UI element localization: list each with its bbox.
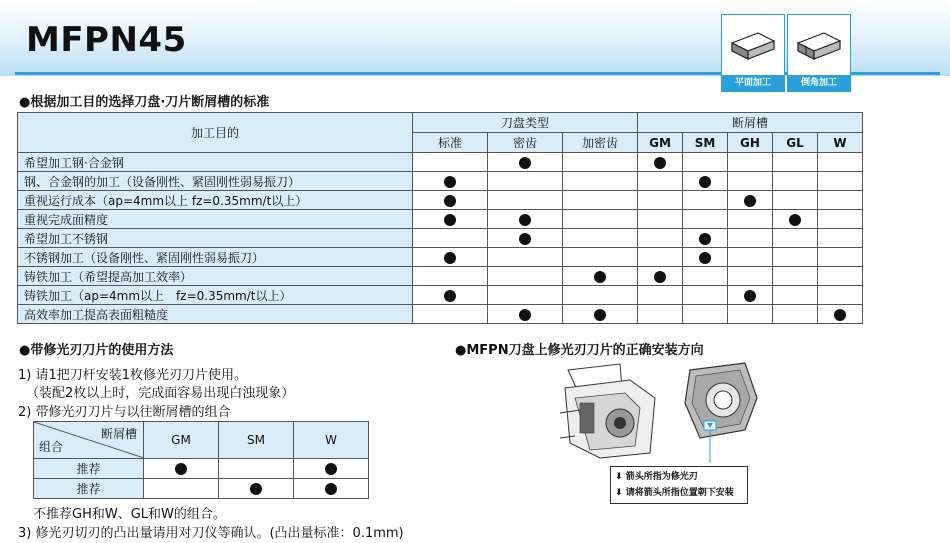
mark-cell	[683, 286, 728, 305]
mark-cell	[488, 248, 563, 267]
mark-cell	[818, 210, 863, 229]
recommended-dot-icon	[175, 463, 187, 475]
mark-cell	[773, 229, 818, 248]
mark-cell	[488, 229, 563, 248]
table-row	[18, 267, 863, 286]
recommended-dot-icon	[654, 157, 666, 169]
combo-mark-cell	[294, 479, 369, 499]
mark-cell	[728, 267, 773, 286]
mark-cell	[728, 153, 773, 172]
recommended-dot-icon	[654, 271, 666, 283]
combo-corner-bottom: 组合	[39, 440, 64, 454]
recommended-dot-icon	[519, 214, 531, 226]
mark-cell	[818, 153, 863, 172]
mark-cell	[488, 210, 563, 229]
purpose-cell: 重视运行成本（ap=4mm以上 fz=0.35mm/t以上）	[18, 191, 413, 210]
table-row	[18, 286, 863, 305]
mark-cell	[488, 286, 563, 305]
cutter-type-standard: 标准	[413, 133, 488, 153]
breaker-gl: GL	[773, 133, 818, 153]
recommended-dot-icon	[250, 483, 262, 495]
chamfer-machining-badge	[787, 14, 851, 92]
mark-cell	[563, 172, 638, 191]
mark-cell	[773, 267, 818, 286]
mark-cell	[413, 191, 488, 210]
flat-insert-icon	[728, 23, 778, 67]
mark-cell	[488, 153, 563, 172]
mark-cell	[563, 248, 638, 267]
note-row-1	[615, 469, 743, 485]
note-install-down: 请将箭头所指位置朝下安装	[625, 488, 734, 498]
recommended-dot-icon	[444, 252, 456, 264]
combo-mark-cell	[294, 459, 369, 479]
table-row	[18, 248, 863, 267]
purpose-cell: 重视完成面精度	[18, 210, 413, 229]
mark-cell	[488, 172, 563, 191]
mark-cell	[683, 210, 728, 229]
flat-machining-label: 平面加工	[722, 75, 784, 91]
arrow-down-icon: ⬇	[615, 488, 623, 498]
wiper-usage-title: ●带修光刃刀片的使用方法	[19, 343, 174, 358]
table-row	[18, 229, 863, 248]
mark-cell	[728, 210, 773, 229]
combo-col-gm: GM	[144, 422, 219, 459]
recommended-dot-icon	[699, 252, 711, 264]
mark-cell	[413, 286, 488, 305]
arrow-down-icon: ⬇	[615, 472, 623, 482]
recommended-dot-icon	[834, 309, 846, 321]
mark-cell	[683, 267, 728, 286]
combination-table	[33, 421, 369, 499]
mark-cell	[413, 229, 488, 248]
mark-cell	[563, 267, 638, 286]
mark-cell	[638, 172, 683, 191]
purpose-cell: 不锈钢加工（设备刚性、紧固刚性弱易振刀）	[18, 248, 413, 267]
recommended-dot-icon	[444, 195, 456, 207]
recommended-dot-icon	[519, 309, 531, 321]
recommended-dot-icon	[325, 463, 337, 475]
mark-cell	[728, 191, 773, 210]
combo-row-label: 推荐	[34, 459, 144, 479]
purpose-cell: 铸铁加工（ap=4mm以上 fz=0.35mm/t以上）	[18, 286, 413, 305]
mark-cell	[488, 305, 563, 324]
page-title: MFPN45	[26, 20, 187, 60]
mark-cell	[563, 229, 638, 248]
table-row	[18, 305, 863, 324]
mark-cell	[818, 305, 863, 324]
mark-cell	[488, 267, 563, 286]
table-row	[18, 153, 863, 172]
combo-row-label: 推荐	[34, 479, 144, 499]
chamfer-insert-icon	[794, 23, 844, 67]
mark-cell	[413, 305, 488, 324]
chamfer-machining-label: 倒角加工	[788, 75, 850, 91]
recommended-dot-icon	[699, 233, 711, 245]
not-recommended-note: 不推荐GH和W、GL和W的组合。	[33, 507, 226, 522]
recommended-dot-icon	[444, 176, 456, 188]
flat-machining-badge	[721, 14, 785, 92]
mark-cell	[683, 248, 728, 267]
purpose-cell: 铸铁加工（希望提高加工效率）	[18, 267, 413, 286]
mark-cell	[563, 286, 638, 305]
mark-cell	[728, 305, 773, 324]
mark-cell	[638, 267, 683, 286]
mark-cell	[638, 210, 683, 229]
mark-cell	[773, 210, 818, 229]
mark-cell	[638, 248, 683, 267]
mark-cell	[638, 153, 683, 172]
mark-cell	[638, 305, 683, 324]
usage-line-1b: （装配2枚以上时，完成面容易出现白浊现象）	[26, 386, 295, 401]
recommended-dot-icon	[594, 271, 606, 283]
purpose-cell: 高效率加工提高表面粗糙度	[18, 305, 413, 324]
mark-cell	[818, 248, 863, 267]
mark-cell	[413, 248, 488, 267]
purpose-cell: 钢、合金钢的加工（设备刚性、紧固刚性弱易振刀）	[18, 172, 413, 191]
install-notes-box	[610, 466, 748, 504]
mark-cell	[683, 172, 728, 191]
mark-cell	[818, 191, 863, 210]
mark-cell	[728, 248, 773, 267]
mark-cell	[413, 267, 488, 286]
mark-cell	[773, 305, 818, 324]
mark-cell	[413, 210, 488, 229]
purpose-cell: 希望加工不锈钢	[18, 229, 413, 248]
breaker-gm: GM	[638, 133, 683, 153]
mark-cell	[683, 305, 728, 324]
mark-cell	[638, 191, 683, 210]
mark-cell	[728, 229, 773, 248]
mark-cell	[563, 305, 638, 324]
install-direction-title: ●MFPN刀盘上修光刃刀片的正确安装方向	[455, 343, 704, 358]
mark-cell	[773, 248, 818, 267]
mark-cell	[773, 286, 818, 305]
cutter-install-illustration	[560, 358, 760, 463]
mark-cell	[683, 229, 728, 248]
recommended-dot-icon	[519, 233, 531, 245]
combo-row	[34, 479, 369, 499]
recommended-dot-icon	[444, 214, 456, 226]
mark-cell	[818, 172, 863, 191]
combo-col-w: W	[294, 422, 369, 459]
table-row	[18, 210, 863, 229]
breaker-w: W	[818, 133, 863, 153]
recommended-dot-icon	[789, 214, 801, 226]
purpose-header: 加工目的	[18, 113, 413, 153]
note-wiper-edge: 箭头所指为修光刃	[625, 472, 698, 482]
recommended-dot-icon	[325, 483, 337, 495]
breaker-header: 断屑槽	[638, 113, 863, 133]
cutter-type-header: 刀盘类型	[413, 113, 638, 133]
selection-criteria-title: ●根据加工目的选择刀盘·刀片断屑槽的标准	[19, 95, 270, 110]
recommended-dot-icon	[594, 309, 606, 321]
breaker-gh: GH	[728, 133, 773, 153]
cutter-type-extra-fine: 加密齿	[563, 133, 638, 153]
mark-cell	[638, 229, 683, 248]
mark-cell	[773, 172, 818, 191]
mark-cell	[818, 267, 863, 286]
recommended-dot-icon	[744, 290, 756, 302]
combo-col-sm: SM	[219, 422, 294, 459]
mark-cell	[563, 153, 638, 172]
combo-corner-top: 断屑槽	[100, 427, 137, 441]
table-row	[18, 191, 863, 210]
combo-corner-cell	[34, 422, 144, 459]
mark-cell	[563, 210, 638, 229]
mark-cell	[773, 191, 818, 210]
combo-row	[34, 459, 369, 479]
recommended-dot-icon	[519, 157, 531, 169]
mark-cell	[563, 191, 638, 210]
mark-cell	[818, 229, 863, 248]
mark-cell	[728, 286, 773, 305]
table-row	[18, 172, 863, 191]
purpose-cell: 希望加工钢·合金钢	[18, 153, 413, 172]
mark-cell	[488, 191, 563, 210]
combo-mark-cell	[219, 459, 294, 479]
mark-cell	[638, 286, 683, 305]
combo-mark-cell	[144, 479, 219, 499]
mark-cell	[773, 153, 818, 172]
recommended-dot-icon	[699, 176, 711, 188]
cutter-type-fine: 密齿	[488, 133, 563, 153]
mark-cell	[728, 172, 773, 191]
usage-line-3: 3) 修光刃切刃的凸出量请用对刀仪等确认。(凸出量标准：0.1mm)	[18, 526, 404, 541]
selection-table	[17, 112, 863, 324]
breaker-sm: SM	[683, 133, 728, 153]
note-row-2	[615, 485, 743, 501]
usage-line-1: 1) 请1把刀杆安装1枚修光刃刀片使用。	[18, 368, 248, 383]
mark-cell	[818, 286, 863, 305]
mark-cell	[683, 191, 728, 210]
mark-cell	[413, 172, 488, 191]
combo-mark-cell	[144, 459, 219, 479]
recommended-dot-icon	[744, 195, 756, 207]
usage-line-2: 2) 带修光刃刀片与以往断屑槽的组合	[18, 405, 231, 420]
mark-cell	[683, 153, 728, 172]
mark-cell	[413, 153, 488, 172]
combo-mark-cell	[219, 479, 294, 499]
recommended-dot-icon	[444, 290, 456, 302]
